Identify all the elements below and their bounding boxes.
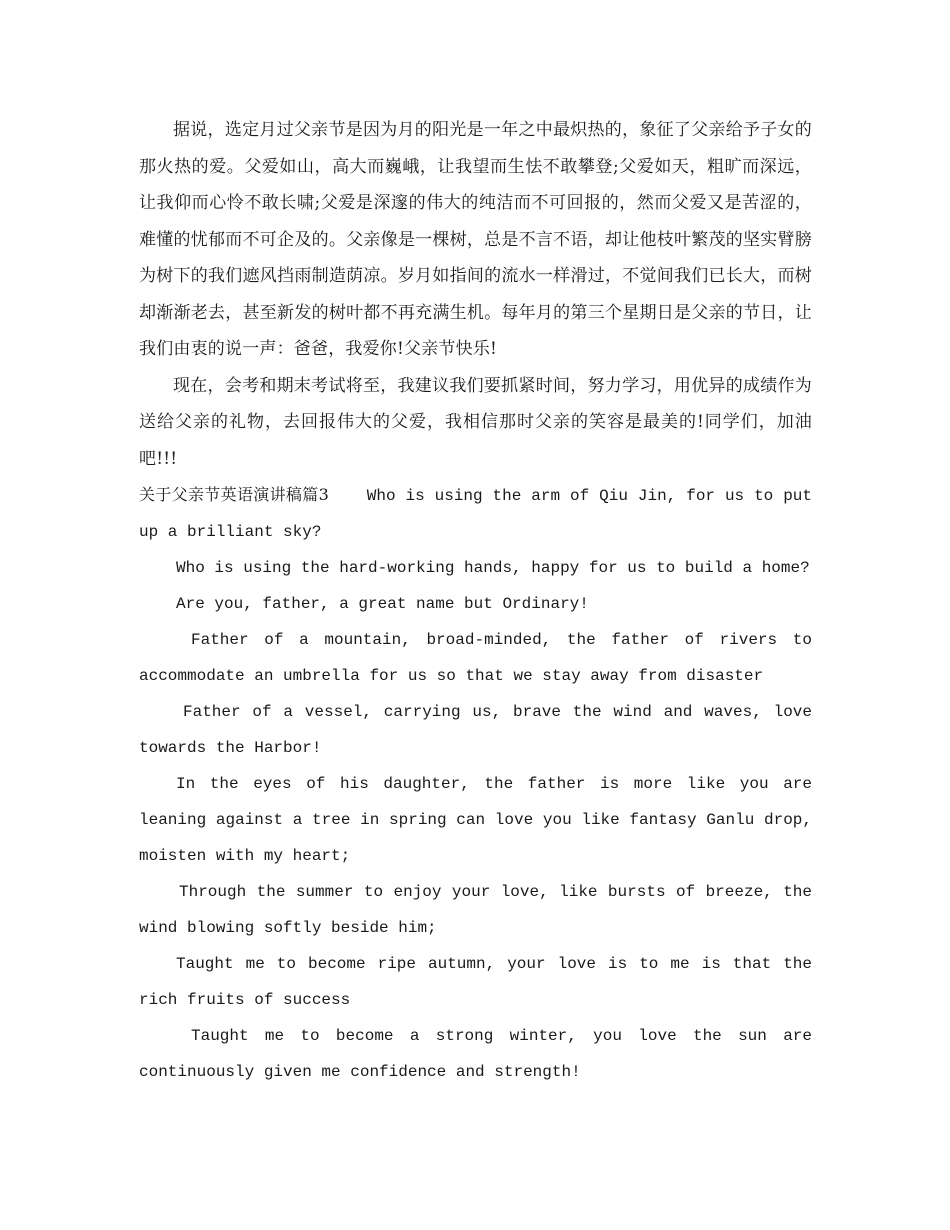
chinese-paragraph-fathers-day: 据说，选定月过父亲节是因为月的阳光是一年之中最炽热的，象征了父亲给予子女的那火热的爱。父爱如山，高大而巍峨，让我望而生怯不敢攀登;父爱如天，粗旷而深远，让我仰而心怜不敢长啸;父爱是深邃的伟大的纯洁而不可回报的，然而父爱又是苦涩的，难懂的忧郁而不可企及的。父亲像是一棵树，总是不言不语，却让他枝叶繁茂的坚实臂膀为树下的我们遮风挡雨制造荫凉。岁月如指间的流水一样滑过，不觉间我们已长大，而树却渐渐老去，甚至新发的树叶都不再充满生机。每年月的第三个星期日是父亲的节日，让我们由衷的说一声：爸爸，我爱你!父亲节快乐! xyxy=(139,120,812,359)
english-paragraph: Father of a mountain, broad-minded, the father of rivers to accommodate an umbrella for us so that we stay away from disaster xyxy=(139,631,812,685)
english-paragraph: Taught me to become ripe autumn, your love is to me is that the rich fruits of success xyxy=(139,955,812,1009)
english-paragraph: In the eyes of his daughter, the father is more like you are leaning against a tree in spring can love you like fantasy Ganlu drop, moisten with my heart; xyxy=(139,775,812,865)
english-paragraph: Who is using the hard-working hands, happy for us to build a home? xyxy=(176,559,810,577)
english-paragraph: Father of a vessel, carrying us, brave the wind and waves, love towards the Harbor! xyxy=(139,703,812,757)
section-title: 关于父亲节英语演讲稿篇3 xyxy=(139,485,329,504)
chinese-paragraph-exams: 现在，会考和期末考试将至，我建议我们要抓紧时间，努力学习，用优异的成绩作为送给父亲的礼物，去回报伟大的父爱，我相信那时父亲的笑容是最美的!同学们，加油吧!!! xyxy=(139,375,812,469)
english-paragraph: Through the summer to enjoy your love, like bursts of breeze, the wind blowing softly beside him; xyxy=(139,883,812,937)
english-paragraph: Taught me to become a strong winter, you love the sun are continuously given me confidence and strength! xyxy=(139,1027,812,1081)
english-paragraph: Are you, father, a great name but Ordinary! xyxy=(176,595,589,613)
section-first-line: Who is using the arm of Qiu Jin, for us to put up a brilliant sky? xyxy=(139,487,813,541)
document-page xyxy=(139,112,812,1090)
section-heading-line xyxy=(139,477,812,550)
